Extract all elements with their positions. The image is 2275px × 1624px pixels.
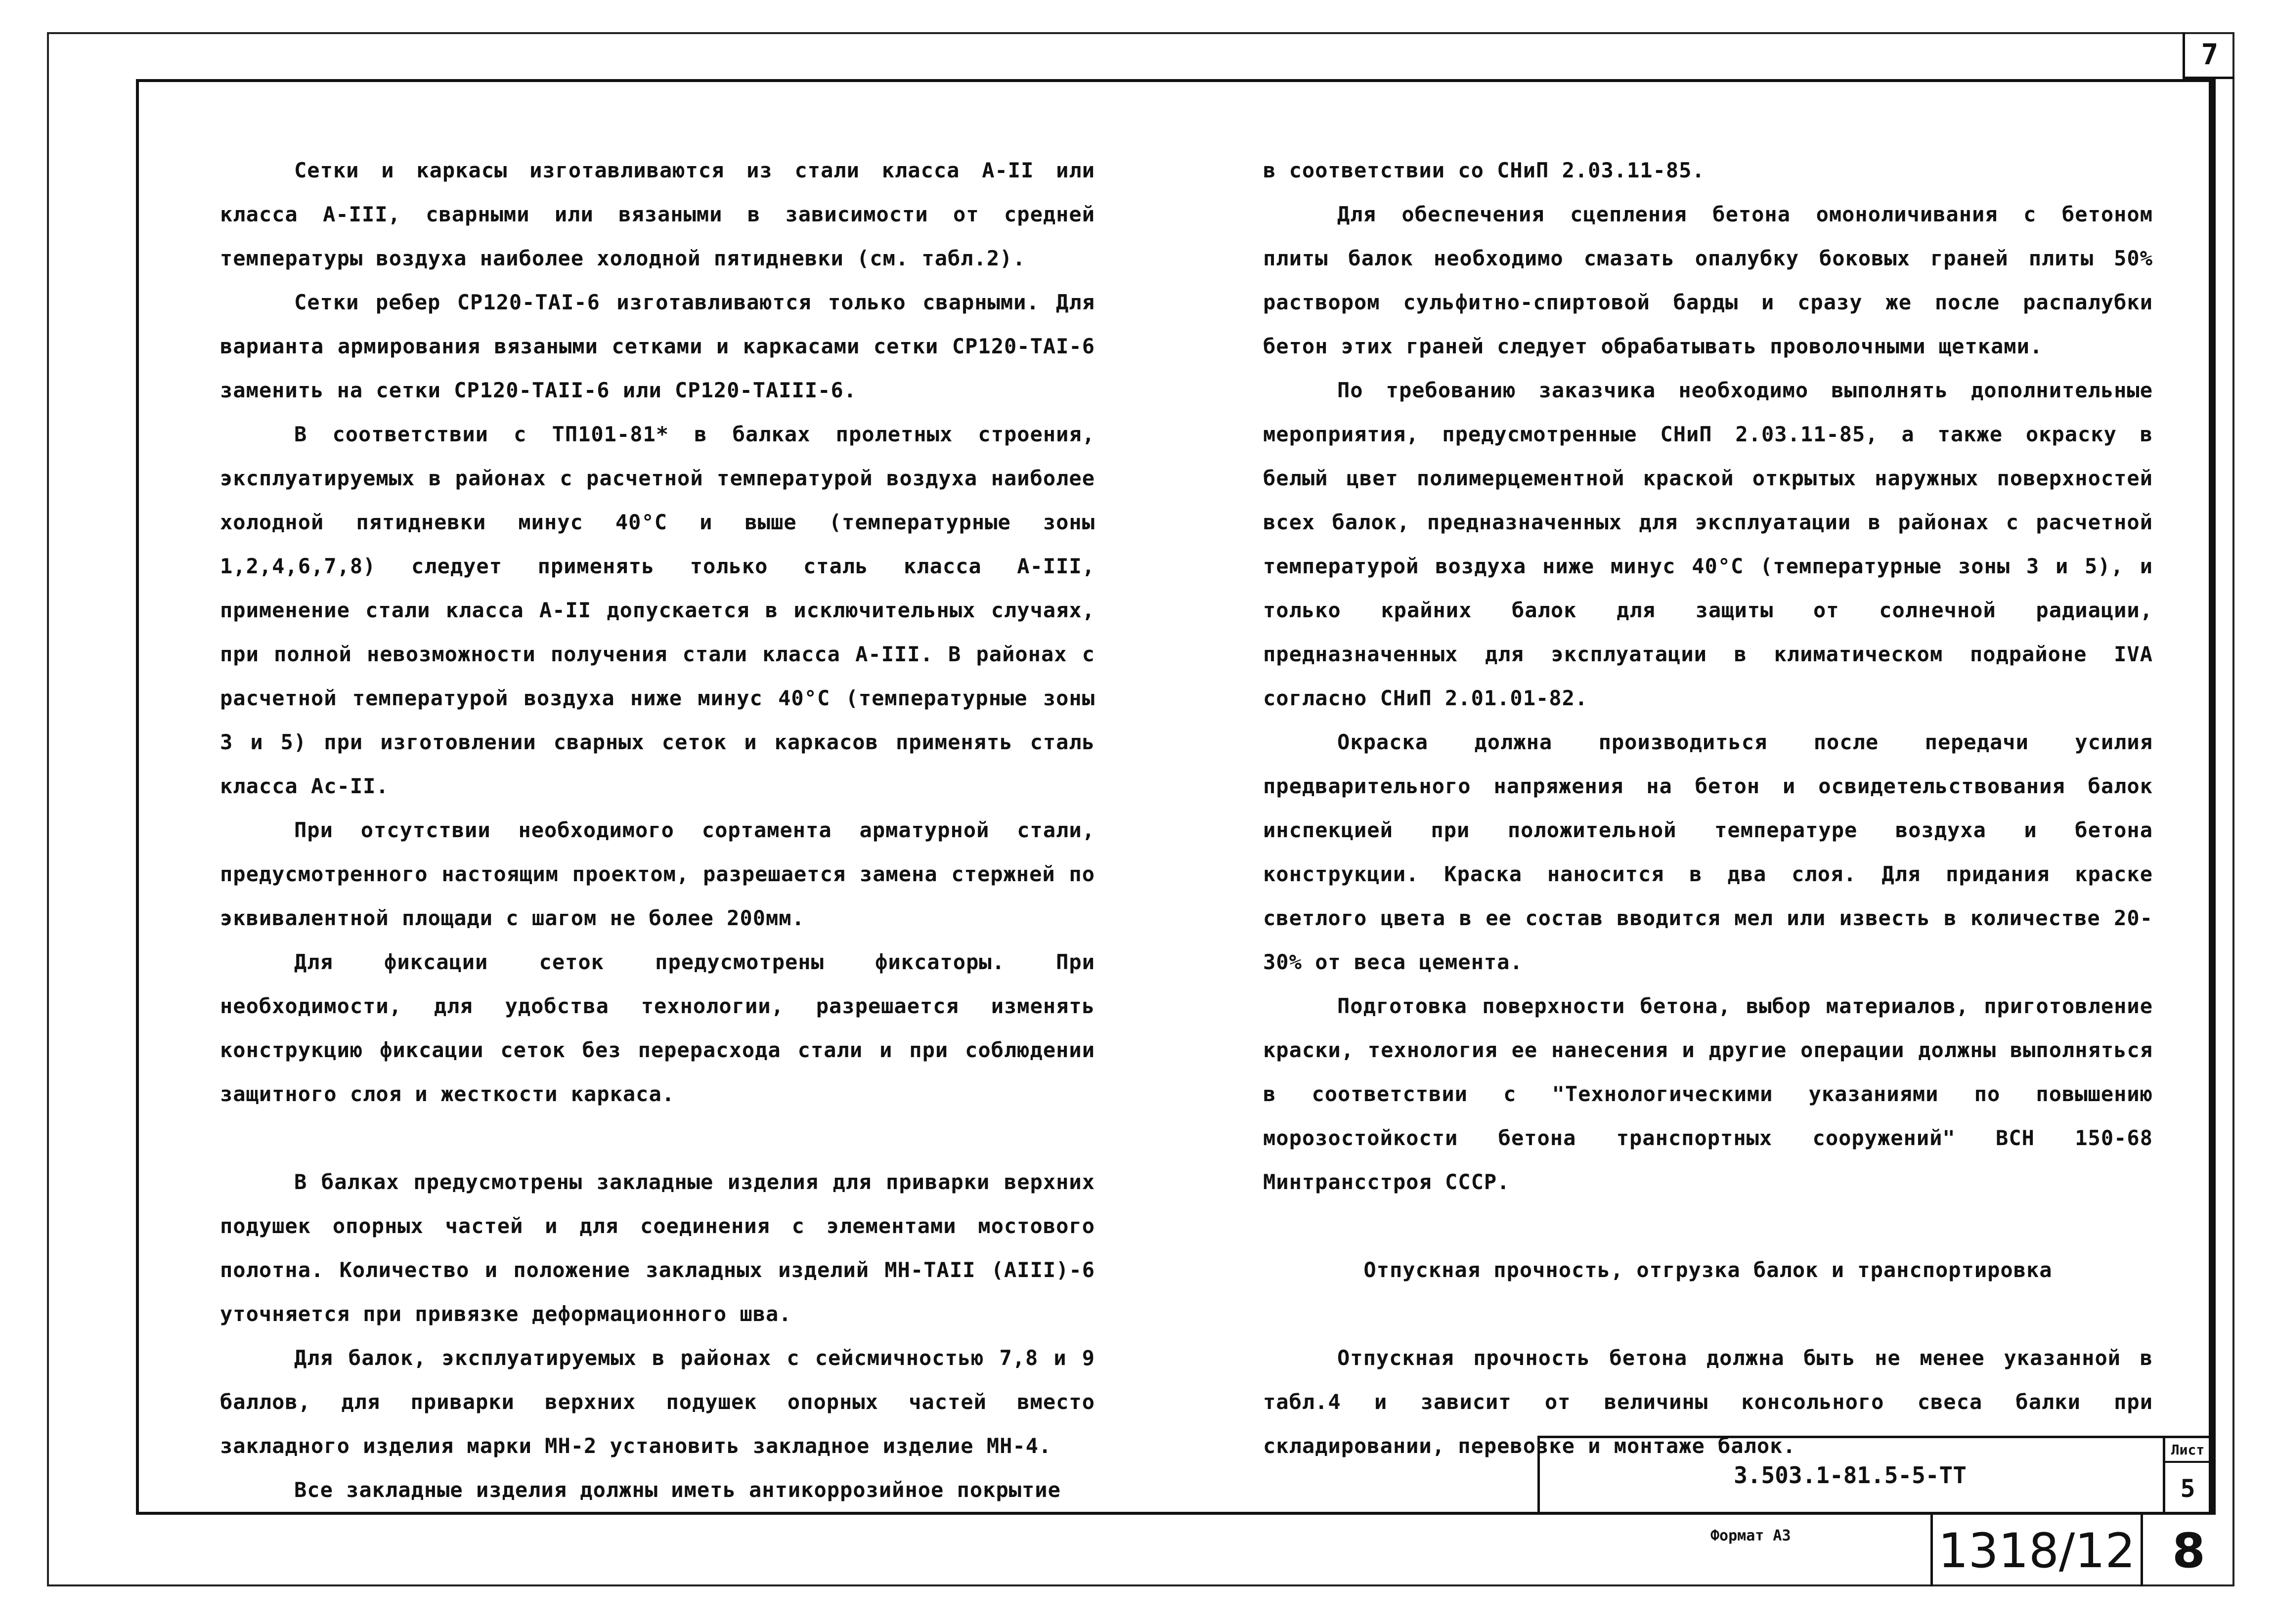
paragraph: Сетки ребер СР120-ТАI-6 изготавливаются только сварными. Для варианта армирования вязаными сетками и каркасами сетки СР120-ТАI-6 заменить на сетки СР120-ТАII-6 или СР120-ТАIII-6. bbox=[220, 290, 1095, 402]
format-label: Формат А3 bbox=[1710, 1527, 1791, 1544]
archive-number: 1318/12 bbox=[1930, 1515, 2143, 1586]
sheet-label: Лист bbox=[2164, 1438, 2211, 1463]
left-text-column bbox=[220, 148, 1095, 1512]
paragraph: Для фиксации сеток предусмотрены фиксаторы. При необходимости, для удобства технологии, разрешается изменять конструкцию фиксации сеток без перерасхода стали и при соблюдении защитного слоя и жесткости каркаса. bbox=[220, 950, 1095, 1106]
paragraph: В балках предусмотрены закладные изделия для приварки верхних подушек опорных частей и для соединения с элементами мостового полотна. Количество и положение закладных изделий МН-ТАII (АIII)-6 уточняется при привязке деформационного шва. bbox=[220, 1170, 1095, 1326]
page-number: 8 bbox=[2172, 1523, 2205, 1579]
paragraph-gap bbox=[1263, 1204, 2153, 1248]
paragraph: Все закладные изделия должны иметь антикоррозийное покрытие bbox=[294, 1478, 1061, 1502]
paragraph: Сетки и каркасы изготавливаются из стали класса А-II или класса А-III, сварными или вязаными в зависимости от средней температуры воздуха наиболее холодной пятидневки (см. табл.2). bbox=[220, 158, 1095, 270]
paragraph-gap bbox=[1263, 1292, 2153, 1336]
paragraph: Отпускная прочность бетона должна быть не менее указанной в табл.4 и зависит от величины консольного свеса балки при складировании, перевозке и монтаже балок. bbox=[1263, 1346, 2153, 1458]
sheet-number: 5 bbox=[2180, 1474, 2195, 1503]
frame-right-edge bbox=[2209, 79, 2216, 1515]
paragraph: Для балок, эксплуатируемых в районах с сейсмичностью 7,8 и 9 баллов, для приварки верхних подушек опорных частей вместо закладного изделия марки МН-2 установить закладное изделие МН-4. bbox=[220, 1346, 1095, 1458]
outer-frame-bottom bbox=[47, 1584, 2234, 1586]
document-code: 3.503.1-81.5-5-ТТ bbox=[1734, 1462, 1967, 1489]
paragraph-gap bbox=[220, 1116, 1095, 1160]
paragraph: в соответствии со СНиП 2.03.11-85. bbox=[1263, 158, 1705, 182]
right-text-column bbox=[1263, 148, 2153, 1468]
paragraph: В соответствии с ТП101-81* в балках пролетных строения, эксплуатируемых в районах с расчетной температурой воздуха наиболее холодной пятидневки минус 40°С и выше (температурные зоны 1,2,4,6,7,8) следует применять только сталь класса А-III, применение стали класса А-II допускается в исключительных случаях, при полной невозможности получения стали класса А-III. В районах с расчетной температурой воздуха ниже минус 40°С (температурные зоны 3 и 5) при изготовлении сварных сеток и каркасов применять сталь класса Ас-II. bbox=[220, 422, 1095, 798]
paragraph: По требованию заказчика необходимо выполнять дополнительные мероприятия, предусмотренные СНиП 2.03.11-85, а также окраску в белый цвет полимерцементной краской открытых наружных поверхностей всех балок, предназначенных для эксплуатации в районах с расчетной температурой воздуха ниже минус 40°С (температурные зоны 3 и 5), и только крайних балок для защиты от солнечной радиации, предназначенных для эксплуатации в климатическом подрайоне IVА согласно СНиП 2.01.01-82. bbox=[1263, 378, 2153, 710]
paragraph: Подготовка поверхности бетона, выбор материалов, приготовление краски, технология ее нанесения и другие операции должны выполняться в соответствии с "Технологическими указаниями по повышению морозостойкости бетона транспортных сооружений" ВСН 150-68 Минтрансстроя СССР. bbox=[1263, 994, 2153, 1194]
paragraph: Для обеспечения сцепления бетона омоноличивания с бетоном плиты балок необходимо смазать опалубку боковых граней плиты 50% раствором сульфитно-спиртовой барды и сразу же после распалубки бетон этих граней следует обрабатывать проволочными щетками. bbox=[1263, 202, 2153, 358]
section-heading: Отпускная прочность, отгрузка балок и транспортировка bbox=[1363, 1258, 2053, 1282]
corner-number: 7 bbox=[2183, 32, 2234, 79]
paragraph: Окраска должна производиться после передачи усилия предварительного напряжения на бетон и освидетельствования балок инспекцией при положительной температуре воздуха и бетона конструкции. Краска наносится в два слоя. Для придания краске светлого цвета в ее состав вводится мел или известь в количестве 20-30% от веса цемента. bbox=[1263, 730, 2153, 974]
paragraph: При отсутствии необходимого сортамента арматурной стали, предусмотренного настоящим проектом, разрешается замена стержней по эквивалентной площади с шагом не более 200мм. bbox=[220, 818, 1095, 930]
